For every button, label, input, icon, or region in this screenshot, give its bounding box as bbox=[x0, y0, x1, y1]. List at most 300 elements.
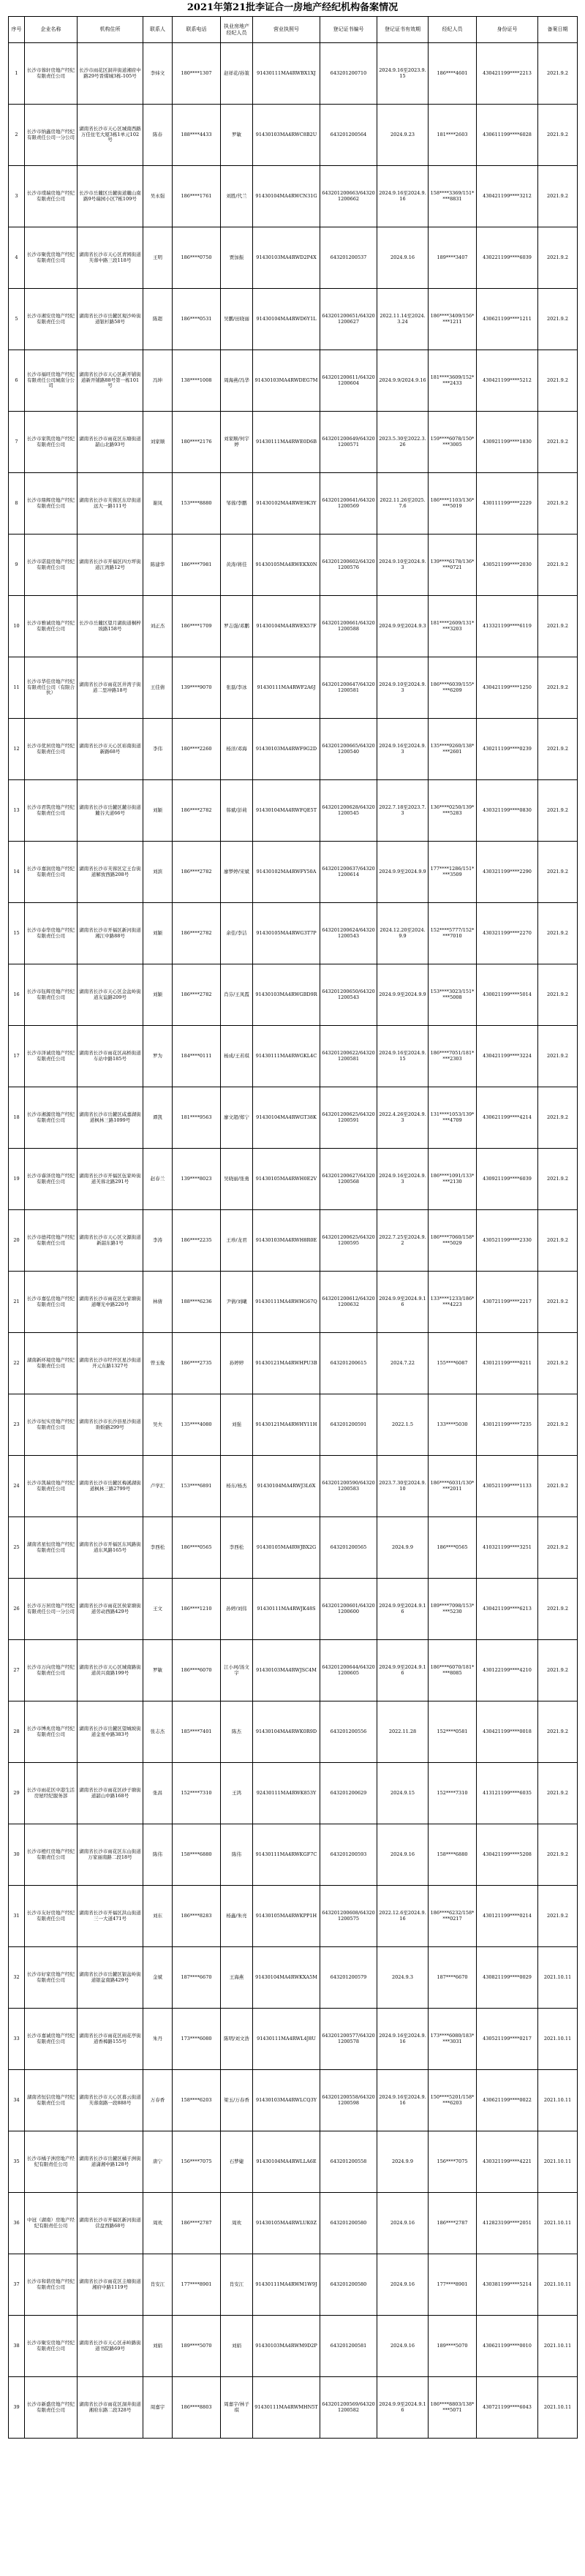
table-row bbox=[9, 1456, 578, 1517]
cell-id-no: 430121199****0214 bbox=[477, 1886, 538, 1947]
cell-contact: 李炜文 bbox=[143, 43, 173, 105]
cell-phone: 153****6891 bbox=[173, 1456, 221, 1517]
table-row bbox=[9, 1333, 578, 1394]
cell-address: 湖南省长沙市岳麓区橘子洲街道潇湘中路128号 bbox=[78, 2131, 143, 2193]
cell-address: 湖南省长沙市雨花区砂子塘街道韶山中路168号 bbox=[78, 1763, 143, 1824]
cell-id-no: 413321199****6119 bbox=[477, 596, 538, 657]
cell-agent-phone: 152****5777/152****7010 bbox=[429, 903, 477, 964]
table-row bbox=[9, 105, 578, 166]
cell-date: 2021.10.11 bbox=[538, 2193, 578, 2254]
cell-contact: 陈春 bbox=[143, 105, 173, 166]
cell-agents: 陈杰 bbox=[221, 1701, 253, 1763]
cell-agent-phone: 186****7051/181****2303 bbox=[429, 1026, 477, 1087]
cell-license-no: 91430103MA4RWM9D2P bbox=[253, 2316, 320, 2377]
cell-agents: 王鸿 bbox=[221, 1763, 253, 1824]
cell-company-name: 长沙市聚安房地产经纪有限责任公司 bbox=[25, 2316, 78, 2377]
cell-company-name: 长沙市君筑房地产经纪有限责任公司 bbox=[25, 780, 78, 842]
cell-no: 19 bbox=[9, 1149, 25, 1210]
cell-no: 26 bbox=[9, 1579, 25, 1640]
cell-no: 13 bbox=[9, 780, 25, 842]
cell-cert-no: 643201200581 bbox=[320, 2316, 377, 2377]
cell-address: 湖南省长沙市开福区东风路街道东风路165号 bbox=[78, 1517, 143, 1579]
cell-address: 湖南省长沙市开福区伍家岭街道芙蓉北路291号 bbox=[78, 1149, 143, 1210]
cell-agents: 陈伟 bbox=[221, 1824, 253, 1886]
cell-agent-phone: 136****0250/139****5283 bbox=[429, 780, 477, 842]
cell-phone: 187****6670 bbox=[173, 1947, 221, 2009]
cell-contact: 金斌 bbox=[143, 1947, 173, 2009]
cell-phone: 186****0565 bbox=[173, 1517, 221, 1579]
registration-table bbox=[8, 16, 578, 2439]
table-body bbox=[9, 43, 578, 2439]
cell-id-no: 430521199****2030 bbox=[477, 535, 538, 596]
cell-address: 湖南省长沙市雨花区左家塘街道曙光中路220号 bbox=[78, 1272, 143, 1333]
cell-cert-no: 643201200661/643201200588 bbox=[320, 596, 377, 657]
cell-no: 37 bbox=[9, 2254, 25, 2316]
cell-validity: 2024.9.10至2024.9.3 bbox=[377, 535, 429, 596]
cell-phone: 186****2782 bbox=[173, 964, 221, 1026]
cell-date: 2021.9.2 bbox=[538, 1394, 578, 1456]
cell-no: 28 bbox=[9, 1701, 25, 1763]
cell-phone: 186****2782 bbox=[173, 903, 221, 964]
cell-contact: 李伟 bbox=[143, 719, 173, 780]
cell-validity: 2024.9.16至2024.9.16 bbox=[377, 2070, 429, 2131]
cell-contact: 周嘉宇 bbox=[143, 2377, 173, 2439]
cell-no: 16 bbox=[9, 964, 25, 1026]
cell-validity: 2024.9.16至2024.9.3 bbox=[377, 719, 429, 780]
cell-no: 36 bbox=[9, 2193, 25, 2254]
cell-id-no: 430521199****2330 bbox=[477, 1210, 538, 1272]
cell-agents: 赵祥花/孙策 bbox=[221, 43, 253, 105]
cell-agents: 罗志强/邓鹏 bbox=[221, 596, 253, 657]
cell-id-no: 412823199****2051 bbox=[477, 2193, 538, 2254]
cell-contact: 周欢 bbox=[143, 2193, 173, 2254]
cell-id-no: 430621199****1211 bbox=[477, 289, 538, 350]
cell-agents: 肖安江 bbox=[221, 2254, 253, 2316]
table-row bbox=[9, 657, 578, 719]
cell-contact: 陈超 bbox=[143, 289, 173, 350]
table-row bbox=[9, 412, 578, 473]
cell-phone: 186****0750 bbox=[173, 227, 221, 289]
cell-date: 2021.9.2 bbox=[538, 657, 578, 719]
cell-license-no: 91430103MA4RWDEG7M bbox=[253, 350, 320, 412]
cell-agents: 吴鹏/田晓丽 bbox=[221, 289, 253, 350]
cell-no: 24 bbox=[9, 1456, 25, 1517]
page-title: 2021年第21批李证合一房地产经纪机构备案情况 bbox=[186, 2, 399, 13]
cell-id-no: 430921199****6039 bbox=[477, 1149, 538, 1210]
cell-company-name: 长沙市恒实房地产经纪有限责任公司 bbox=[25, 1394, 78, 1456]
cell-agent-phone: 189****7098/153****5230 bbox=[429, 1579, 477, 1640]
cell-agents: 张磊/李冰 bbox=[221, 657, 253, 719]
cell-contact: 曾玉俊 bbox=[143, 1333, 173, 1394]
cell-validity: 2024.9.23 bbox=[377, 105, 429, 166]
cell-phone: 173****6080 bbox=[173, 2009, 221, 2070]
cell-company-name: 长沙市新盛房地产经纪有限责任公司 bbox=[25, 2377, 78, 2439]
cell-contact: 陈建华 bbox=[143, 535, 173, 596]
cell-agents: 杨东/杨杰 bbox=[221, 1456, 253, 1517]
cell-phone: 139****8023 bbox=[173, 1149, 221, 1210]
cell-phone: 186****1761 bbox=[173, 166, 221, 227]
cell-agents: 周欢 bbox=[221, 2193, 253, 2254]
cell-agents: 刘强 bbox=[221, 1394, 253, 1456]
cell-no: 33 bbox=[9, 2009, 25, 2070]
cell-no: 5 bbox=[9, 289, 25, 350]
cell-contact: 张昌 bbox=[143, 1763, 173, 1824]
cell-agent-phone: 158****3369/151****8831 bbox=[429, 166, 477, 227]
cell-company-name: 长沙市橘子洲房地产经纪有限责任公司 bbox=[25, 2131, 78, 2193]
cell-validity: 2024.9.9 bbox=[377, 1517, 429, 1579]
cell-license-no: 91430104MA4RWLLA6E bbox=[253, 2131, 320, 2193]
cell-address: 湖南省长沙市雨花区圭塘街道湘府中路1119号 bbox=[78, 2254, 143, 2316]
cell-date: 2021.9.2 bbox=[538, 1886, 578, 1947]
cell-date: 2021.10.11 bbox=[538, 2009, 578, 2070]
table-row bbox=[9, 2193, 578, 2254]
cell-address: 湖南省长沙市天心区金盆岭街道友谊路209号 bbox=[78, 964, 143, 1026]
col-header-addr: 机构住所 bbox=[78, 17, 143, 43]
cell-date: 2021.9.2 bbox=[538, 289, 578, 350]
cell-agent-phone: 186****6031/130****2011 bbox=[429, 1456, 477, 1517]
cell-company-name: 长沙市和谐房地产经纪有限责任公司 bbox=[25, 2254, 78, 2316]
cell-cert-no: 643201200628/643201200545 bbox=[320, 780, 377, 842]
cell-agents: 刘家顺/何宇婷 bbox=[221, 412, 253, 473]
cell-license-no: 91430104MA4RWD6Y1L bbox=[253, 289, 320, 350]
cell-date: 2021.10.11 bbox=[538, 2254, 578, 2316]
cell-license-no: 91430105MA4RWG3T7P bbox=[253, 903, 320, 964]
cell-phone: 186****1210 bbox=[173, 1579, 221, 1640]
cell-contact: 刘颖 bbox=[143, 964, 173, 1026]
cell-contact: 刘家顺 bbox=[143, 412, 173, 473]
cell-date: 2021.10.11 bbox=[538, 2377, 578, 2439]
table-row bbox=[9, 1947, 578, 2009]
cell-agent-phone: 189****3407 bbox=[429, 227, 477, 289]
cell-cert-no: 643201200649/643201200571 bbox=[320, 412, 377, 473]
cell-agents: 廖梦婷/宋斌 bbox=[221, 842, 253, 903]
cell-validity: 2024.9.9/2024.9.16 bbox=[377, 350, 429, 412]
cell-validity: 2024.9.9至2024.9.16 bbox=[377, 2377, 429, 2439]
cell-license-no: 91430105MA4RWEKX0N bbox=[253, 535, 320, 596]
cell-validity: 2024.9.9至2024.9.16 bbox=[377, 1640, 429, 1701]
cell-license-no: 91430104MA4RWK0R9D bbox=[253, 1701, 320, 1763]
cell-id-no: 410321199****3251 bbox=[477, 1517, 538, 1579]
cell-address: 长沙市岳麓区岳麓街道麓山南路9号瑞园小区7栋109号 bbox=[78, 166, 143, 227]
table-row bbox=[9, 1763, 578, 1824]
cell-agent-phone: 181****2609/131****3203 bbox=[429, 596, 477, 657]
table-row bbox=[9, 1087, 578, 1149]
cell-company-name: 长沙市友好房地产经纪有限责任公司 bbox=[25, 1886, 78, 1947]
cell-contact: 陈伟 bbox=[143, 1824, 173, 1886]
cell-cert-no: 643201200663/643201200662 bbox=[320, 166, 377, 227]
col-header-agents: 执业房地产经纪人员 bbox=[221, 17, 253, 43]
cell-license-no: 91430103MA4RWJSC4M bbox=[253, 1640, 320, 1701]
table-row bbox=[9, 473, 578, 535]
table-row bbox=[9, 780, 578, 842]
table-row bbox=[9, 1579, 578, 1640]
cell-id-no: 430321199****2270 bbox=[477, 903, 538, 964]
cell-id-no: 430121199****0211 bbox=[477, 1333, 538, 1394]
cell-license-no: 91430111MA4RWE0D6B bbox=[253, 412, 320, 473]
table-row bbox=[9, 1149, 578, 1210]
col-header-name: 企业名称 bbox=[25, 17, 78, 43]
cell-id-no: 430421199****5208 bbox=[477, 1824, 538, 1886]
cell-id-no: 430021199****5014 bbox=[477, 964, 538, 1026]
cell-license-no: 91430105MA4RWJBX2G bbox=[253, 1517, 320, 1579]
cell-validity: 2024.9.16 bbox=[377, 2316, 429, 2377]
col-header-no: 序号 bbox=[9, 17, 25, 43]
cell-id-no: 430221199****6039 bbox=[477, 227, 538, 289]
cell-license-no: 91430105MA4RWKPP1H bbox=[253, 1886, 320, 1947]
cell-validity: 2024.9.16至2024.9.15 bbox=[377, 1026, 429, 1087]
cell-cert-no: 643201200644/643201200605 bbox=[320, 1640, 377, 1701]
cell-no: 31 bbox=[9, 1886, 25, 1947]
cell-id-no: 430321199****0830 bbox=[477, 780, 538, 842]
cell-agents: 周海燕/冯华 bbox=[221, 350, 253, 412]
cell-date: 2021.9.2 bbox=[538, 166, 578, 227]
cell-id-no: 430611199****6028 bbox=[477, 105, 538, 166]
cell-company-name: 长沙市博兆房地产经纪有限责任公司 bbox=[25, 1701, 78, 1763]
cell-agent-phone: 133****5030 bbox=[429, 1394, 477, 1456]
cell-company-name: 长沙市聚优房地产经纪有限责任公司 bbox=[25, 227, 78, 289]
cell-no: 21 bbox=[9, 1272, 25, 1333]
cell-phone: 158****6203 bbox=[173, 2070, 221, 2131]
cell-company-name: 长沙市凯瑞房地产经纪有限责任公司 bbox=[25, 1456, 78, 1517]
cell-company-name: 长沙市嘉弘房地产经纪有限责任公司 bbox=[25, 1272, 78, 1333]
cell-no: 12 bbox=[9, 719, 25, 780]
cell-id-no: 430521199****0217 bbox=[477, 2009, 538, 2070]
cell-no: 32 bbox=[9, 1947, 25, 2009]
cell-contact: 刘东 bbox=[143, 1886, 173, 1947]
cell-id-no: 430621199****4214 bbox=[477, 1087, 538, 1149]
cell-company-name: 长沙市纳鑫房地产经纪有限责任公司一分公司 bbox=[25, 105, 78, 166]
cell-contact: 罗敏 bbox=[143, 1640, 173, 1701]
cell-agents: 黄涛/蒋佳 bbox=[221, 535, 253, 596]
cell-license-no: 91430111MA4RWMHN5T bbox=[253, 2377, 320, 2439]
cell-agent-phone: 135****9260/138****2601 bbox=[429, 719, 477, 780]
cell-agent-phone: 186****6070/181****8085 bbox=[429, 1640, 477, 1701]
cell-license-no: 91430111MA4RWM1W9J bbox=[253, 2254, 320, 2316]
table-row bbox=[9, 2316, 578, 2377]
cell-id-no: 430721199****2217 bbox=[477, 1272, 538, 1333]
cell-date: 2021.9.2 bbox=[538, 1701, 578, 1763]
cell-validity: 2023.7.30至2024.9.10 bbox=[377, 1456, 429, 1517]
table-row bbox=[9, 2009, 578, 2070]
cell-no: 14 bbox=[9, 842, 25, 903]
cell-validity: 2022.1.5 bbox=[377, 1394, 429, 1456]
cell-company-name: 长沙市华佳房地产经纪有限责任公司（有限合伙） bbox=[25, 657, 78, 719]
cell-contact: 唐宁 bbox=[143, 2131, 173, 2193]
cell-contact: 王文 bbox=[143, 1579, 173, 1640]
cell-address: 湖南省长沙市天心区新开铺街道新开铺路88号第一栋101号 bbox=[78, 350, 143, 412]
cell-contact: 卢学汇 bbox=[143, 1456, 173, 1517]
cell-company-name: 长沙市雅诚房地产经纪有限责任公司 bbox=[25, 596, 78, 657]
cell-contact: 肖安江 bbox=[143, 2254, 173, 2316]
cell-agents: 杨洋/邓海 bbox=[221, 719, 253, 780]
cell-validity: 2023.5.30至2022.3.26 bbox=[377, 412, 429, 473]
cell-contact: 谢凤 bbox=[143, 473, 173, 535]
cell-license-no: 91430111MA4RWHG67Q bbox=[253, 1272, 320, 1333]
cell-validity: 2024.9.16至2023.9.15 bbox=[377, 43, 429, 105]
cell-phone: 188****4433 bbox=[173, 105, 221, 166]
cell-agent-phone: 133****1233/186****4223 bbox=[429, 1272, 477, 1333]
cell-contact: 罗为 bbox=[143, 1026, 173, 1087]
cell-address: 湖南省长沙市岳麓区梅溪湖街道枫林三路2799号 bbox=[78, 1456, 143, 1517]
cell-validity: 2024.9.3 bbox=[377, 1947, 429, 2009]
cell-validity: 2022.11.14至2024.3.24 bbox=[377, 289, 429, 350]
cell-agents: 贾加振 bbox=[221, 227, 253, 289]
cell-agents: 江小珂/汤文宇 bbox=[221, 1640, 253, 1701]
cell-license-no: 91430103MA4RWH8R0E bbox=[253, 1210, 320, 1272]
cell-agents: 杨成/王若琪 bbox=[221, 1026, 253, 1087]
cell-phone: 135****4080 bbox=[173, 1394, 221, 1456]
cell-cert-no: 643201200624/643201200543 bbox=[320, 903, 377, 964]
cell-validity: 2024.12.20至2024.9.9 bbox=[377, 903, 429, 964]
table-row bbox=[9, 227, 578, 289]
cell-cert-no: 643201200625/643201200595 bbox=[320, 1210, 377, 1272]
cell-validity: 2024.9.9至2024.9.9 bbox=[377, 842, 429, 903]
cell-cert-no: 643201200637/643201200614 bbox=[320, 842, 377, 903]
table-row bbox=[9, 1394, 578, 1456]
cell-cert-no: 643201200556 bbox=[320, 1701, 377, 1763]
cell-cert-no: 643201200615 bbox=[320, 1333, 377, 1394]
cell-no: 9 bbox=[9, 535, 25, 596]
cell-id-no: 430321199****2290 bbox=[477, 842, 538, 903]
cell-date: 2021.9.2 bbox=[538, 535, 578, 596]
cell-agents: 邹蓉/李鹏 bbox=[221, 473, 253, 535]
cell-company-name: 长沙市睿泽房地产经纪有限责任公司 bbox=[25, 1149, 78, 1210]
cell-validity: 2024.9.9至2024.9.3 bbox=[377, 596, 429, 657]
cell-contact: 刘颖 bbox=[143, 780, 173, 842]
cell-license-no: 91430102MA4RWE9K3Y bbox=[253, 473, 320, 535]
table-row bbox=[9, 596, 578, 657]
cell-no: 30 bbox=[9, 1824, 25, 1886]
table-row bbox=[9, 1026, 578, 1087]
cell-date: 2021.10.11 bbox=[538, 1947, 578, 2009]
cell-company-name: 长沙市优居房地产经纪有限责任公司 bbox=[25, 719, 78, 780]
cell-cert-no: 643201200629 bbox=[320, 1763, 377, 1824]
cell-license-no: 91430104MA4RWGT38K bbox=[253, 1087, 320, 1149]
cell-id-no: 430921199****1830 bbox=[477, 412, 538, 473]
cell-company-name: 长沙市钰辉房地产经纪有限责任公司 bbox=[25, 964, 78, 1026]
cell-validity: 2024.9.16 bbox=[377, 2254, 429, 2316]
cell-agents: 韩斌/彭莉 bbox=[221, 780, 253, 842]
cell-validity: 2022.4.26至2024.9.3 bbox=[377, 1087, 429, 1149]
cell-license-no: 91430111MA4RWF2A6J bbox=[253, 657, 320, 719]
cell-license-no: 91430111MA4RWKGF7C bbox=[253, 1824, 320, 1886]
cell-license-no: 91430103MA4RWD2P4X bbox=[253, 227, 320, 289]
cell-no: 10 bbox=[9, 596, 25, 657]
cell-validity: 2024.9.16至2024.9.16 bbox=[377, 166, 429, 227]
cell-phone: 158****6880 bbox=[173, 1824, 221, 1886]
cell-address: 湖南省长沙市天心区文源街道新韶东路1号 bbox=[78, 1210, 143, 1272]
cell-agents: 廖文超/郑宁 bbox=[221, 1087, 253, 1149]
cell-address: 湖南省长沙市天心区青园街道芙蓉中路三段118号 bbox=[78, 227, 143, 289]
cell-phone: 156****7075 bbox=[173, 2131, 221, 2193]
cell-contact: 刘娟 bbox=[143, 2316, 173, 2377]
cell-agent-phone: 186****0565 bbox=[429, 1517, 477, 1579]
cell-contact: 王佳倩 bbox=[143, 657, 173, 719]
table-row bbox=[9, 2070, 578, 2131]
cell-validity: 2024.9.10至2024.9.3 bbox=[377, 657, 429, 719]
cell-cert-no: 643201200625/643201200591 bbox=[320, 1087, 377, 1149]
cell-no: 22 bbox=[9, 1333, 25, 1394]
cell-no: 20 bbox=[9, 1210, 25, 1272]
cell-no: 3 bbox=[9, 166, 25, 227]
cell-validity: 2024.9.9至2024.9.16 bbox=[377, 1579, 429, 1640]
cell-address: 湖南省长沙市天心区城南路街道黄兴南路199号 bbox=[78, 1640, 143, 1701]
cell-license-no: 91430104MA4RWFQE5T bbox=[253, 780, 320, 842]
cell-cert-no: 643201200579 bbox=[320, 1947, 377, 2009]
cell-date: 2021.9.2 bbox=[538, 903, 578, 964]
cell-agents: 梁玉/万春香 bbox=[221, 2070, 253, 2131]
col-header-date: 备案日期 bbox=[538, 17, 578, 43]
cell-phone: 184****0111 bbox=[173, 1026, 221, 1087]
cell-address: 湖南省长沙市经开区星沙街道开元东路1327号 bbox=[78, 1333, 143, 1394]
cell-no: 25 bbox=[9, 1517, 25, 1579]
cell-date: 2021.9.2 bbox=[538, 1579, 578, 1640]
cell-id-no: 430421199****2213 bbox=[477, 43, 538, 105]
cell-id-no: 430421199****0018 bbox=[477, 1701, 538, 1763]
cell-phone: 186****2735 bbox=[173, 1333, 221, 1394]
cell-cert-no: 643201200591 bbox=[320, 1394, 377, 1456]
cell-date: 2021.9.2 bbox=[538, 473, 578, 535]
cell-cert-no: 643201200580 bbox=[320, 2193, 377, 2254]
cell-company-name: 长沙市家筑房地产经纪有限责任公司 bbox=[25, 412, 78, 473]
cell-cert-no: 643201200593 bbox=[320, 1824, 377, 1886]
cell-agent-phone: 152****0581 bbox=[429, 1701, 477, 1763]
cell-validity: 2022.7.18至2023.7.3 bbox=[377, 780, 429, 842]
cell-no: 8 bbox=[9, 473, 25, 535]
cell-agent-phone: 152****7310 bbox=[429, 1763, 477, 1824]
cell-address: 湖南省长沙市开福区新河街道湘江中路88号 bbox=[78, 903, 143, 964]
cell-no: 34 bbox=[9, 2070, 25, 2131]
cell-license-no: 91430104MA4RWJ3L6X bbox=[253, 1456, 320, 1517]
cell-date: 2021.9.2 bbox=[538, 1149, 578, 1210]
cell-license-no: 91430102MA4RWFY50A bbox=[253, 842, 320, 903]
cell-agents: 刘胜/代兰 bbox=[221, 166, 253, 227]
table-row bbox=[9, 2131, 578, 2193]
cell-agents: 吴晓丽/张勇 bbox=[221, 1149, 253, 1210]
cell-address: 长沙市雨花区洞井街道湘府中路29号晋煤城3栋-105号 bbox=[78, 43, 143, 105]
cell-company-name: 长沙市湘安房地产经纪有限责任公司 bbox=[25, 289, 78, 350]
cell-agents: 刘娟 bbox=[221, 2316, 253, 2377]
cell-company-name: 湖南省恒信房地产经纪有限责任公司 bbox=[25, 2070, 78, 2131]
cell-no: 6 bbox=[9, 350, 25, 412]
cell-cert-no: 643201200622/643201200581 bbox=[320, 1026, 377, 1087]
cell-phone: 186****2782 bbox=[173, 780, 221, 842]
table-row bbox=[9, 1701, 578, 1763]
cell-agents: 王珍/龙君 bbox=[221, 1210, 253, 1272]
cell-validity: 2022.11.28 bbox=[377, 1701, 429, 1763]
cell-company-name: 中冠（湖南）房地产经纪有限责任公司 bbox=[25, 2193, 78, 2254]
cell-contact: 李西松 bbox=[143, 1517, 173, 1579]
cell-contact: 吴夫 bbox=[143, 1394, 173, 1456]
cell-address: 湖南省长沙市开福区新河街道营盘西路68号 bbox=[78, 2193, 143, 2254]
cell-id-no: 413121199****6035 bbox=[477, 1763, 538, 1824]
cell-no: 18 bbox=[9, 1087, 25, 1149]
cell-cert-no: 643201200627/643201200568 bbox=[320, 1149, 377, 1210]
cell-agent-phone: 177****8901 bbox=[429, 2254, 477, 2316]
cell-agent-phone: 150****5201/158****6203 bbox=[429, 2070, 477, 2131]
col-header-agent-phone: 经纪人员 bbox=[429, 17, 477, 43]
cell-no: 27 bbox=[9, 1640, 25, 1701]
cell-address: 湖南省长沙市岳麓区观沙岭街道银杉路58号 bbox=[78, 289, 143, 350]
cell-agents: 石梦婕 bbox=[221, 2131, 253, 2193]
cell-date: 2021.9.2 bbox=[538, 780, 578, 842]
cell-license-no: 91430103MA4RWC8B2U bbox=[253, 105, 320, 166]
cell-contact: 刘正杰 bbox=[143, 596, 173, 657]
cell-validity: 2024.9.9至2024.9.9 bbox=[377, 964, 429, 1026]
cell-address: 湖南省长沙市雨花区雨花亭街道香樟路155号 bbox=[78, 2009, 143, 2070]
cell-phone: 186****8283 bbox=[173, 1886, 221, 1947]
cell-phone: 186****1709 bbox=[173, 596, 221, 657]
